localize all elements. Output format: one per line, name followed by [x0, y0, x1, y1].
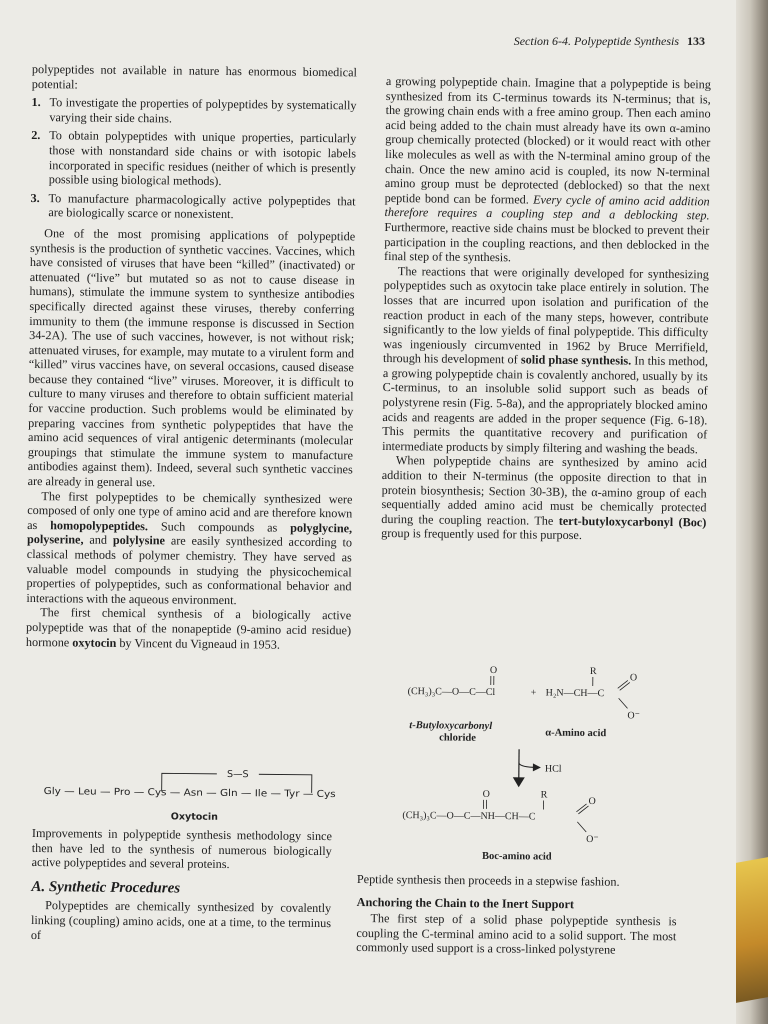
text-run: are easily synthesized according to classical methods of polymer chemistry. They have served as valuable model compounds in studying the physicochemical properties of polypeptides, such as conformational behavior and interactions with the aqueous environment. [26, 533, 353, 607]
growing-chain-paragraph [384, 74, 711, 267]
r-group-2: R [540, 789, 548, 801]
section-title: Section 6-4. Polypeptide Synthesis [513, 34, 679, 48]
list-text: To obtain polypeptides with unique properties, particularly those with nonstandard side chains or with isotopic labels incorporated in specific residues (neither of which is presently possible using biological methods). [48, 128, 357, 189]
list-text: To investigate the properties of polypeptides by systematically varying their side chains. [49, 95, 357, 126]
right-column [381, 74, 711, 544]
section-heading: A. Synthetic Procedures [31, 878, 181, 897]
homopolypeptides-paragraph [26, 489, 352, 609]
running-header [505, 34, 705, 49]
co-bond-1b [620, 682, 630, 690]
merrifield-paragraph [382, 264, 709, 457]
text-run: and [83, 532, 113, 548]
text-run: The first chemical synthesis of a biologically active polypeptide was that of the nonapeptide (9-amino acid residue) hormone [25, 605, 352, 650]
list-number: 1. [31, 95, 41, 110]
text-run: Furthermore, reactive side chains must be blocked to prevent their participation in the coupling reactions, and then deblocked in the final step of the synthesis. [384, 219, 710, 265]
oxytocin-caption: Oxytocin [170, 811, 219, 823]
oxytocin-sequence: Gly — Leu — Pro — Cys — Asn — Gln — Ile — Tyr — Cys [43, 786, 309, 800]
list-number: 3. [30, 190, 40, 205]
oxytocin-structure [39, 758, 340, 827]
list-item [31, 95, 356, 128]
text-run: Such compounds as [147, 519, 291, 535]
text-run: group is frequently used for this purpose. [381, 526, 582, 543]
amino-acid-label: α-Amino acid [545, 727, 607, 740]
numbered-list [30, 95, 356, 223]
carboxylate-o-1: O⁻ [627, 710, 641, 722]
co-bond-1a [618, 680, 628, 688]
list-item [31, 128, 357, 190]
page-number: 133 [687, 34, 705, 48]
text-run: When polypeptide chains are synthesized by amino acid addition to their N-terminus (the opposite direction to that in protein biosynthesis; Section 30-3B), the α-amino group of each sequentially added amino acid must be chemically protected during the coupling reaction. The [381, 453, 708, 528]
term-solid-phase-synthesis: solid phase synthesis. [520, 352, 632, 368]
text-run: In this method, a growing polypeptide chain is covalently anchored, usually by its C-terminus, to an insoluble solid support such as beads of polystyrene resin (Fig. 5-8a), and the appropriately blocked amino acids and reagents are added in the proper sequence (Fig. 6-18). This permits the quantitative recovery and purification of intermediate products by simply filtering and washing the beads. [382, 353, 709, 457]
hcl-byproduct: HCl [544, 763, 562, 775]
anchoring-paragraph: The first step of a solid phase polypeptide synthesis is coupling the C-terminal amino acid to a solid support. The most commonly used support is a cross-linked polystyrene [356, 911, 677, 958]
boc-paragraph [381, 453, 707, 544]
co-minus-bond-1 [619, 698, 628, 708]
oxytocin-paragraph [26, 605, 351, 652]
carboxyl-o-1: O [629, 672, 638, 684]
text-run: by Vincent du Vigneaud in 1953. [116, 635, 281, 652]
carbonyl-o-2: O [482, 788, 490, 800]
carboxyl-o-2: O [588, 795, 596, 808]
text-run: The reactions that were originally developed for synthesizing polypeptides such as oxytocin take place entirely in solution. The losses that are incurred upon isolation and purification of the reaction product in each of the many steps, however, contribute significantly to the low yields of final polypeptide. This difficulty was ingeniously circumvented in 1962 by Bruce Merrifield, through his development of [382, 263, 709, 367]
carbonyl-o-1: O [489, 664, 498, 677]
list-text: To manufacture pharmacologically active polypeptides that are biologically scarce or nonexistent. [48, 190, 356, 222]
left-column-lower [31, 826, 332, 945]
boc-chloride-formula: (CH₃)₃C—O—C—Cl [407, 686, 496, 698]
boc-amino-acid-label: Boc-amino acid [481, 850, 552, 863]
plus-sign: + [530, 687, 537, 699]
term-polylysine: polylysine [112, 533, 166, 548]
right-column-lower [356, 872, 677, 958]
disulfide-label: S—S [226, 768, 249, 781]
co-bond-2b [578, 806, 588, 814]
co-minus-bond-2 [577, 822, 586, 832]
page-fold-corner [736, 857, 768, 1003]
list-number: 2. [31, 128, 41, 143]
co-bond-2a [576, 804, 586, 812]
term-polyglycine-polyserine: polyglycine, polyserine, [26, 520, 353, 547]
improvements-paragraph: Improvements in polypeptide synthesis methodology since then have led to the synthesis of numerous biologically active polypeptides and several proteins. [31, 826, 332, 872]
list-item [30, 191, 355, 224]
term-boc: tert-butyloxycarbonyl (Boc) [558, 513, 707, 530]
text-run: The first polypeptides to be chemically synthesized were composed of only one type of amino acid and are therefore known as [27, 488, 353, 533]
vaccines-paragraph: One of the most promising applications of polypeptide synthesis is the production of synthetic vaccines. Vaccines, which have consisted of viruses that have been “killed” (inactivated) or attenuated (“live” but mutated so as not to cause disease in humans), stimulate the immune system to synthesize antibodies specifically directed against these viruses, thereby conferring immunity to them (the immune response is discussed in Section 34-2A). The use of such vaccines, however, is not without risk; attenuated viruses, for example, may mutate to a virulent form and “killed” virus vaccines have, on several occasions, caused disease because they contained “live” viruses. Moreover, it is difficult to culture to many viruses and therefore to obtain sufficient material for vaccine production. Such problems would be eliminated by preparing vaccines from synthetic polypeptides that have the amino acid sequences of viral antigenic determinants (molecular groupings that stimulate the immune system to manufacture antibodies against them). Indeed, several such synthetic vaccines are already in general use. [27, 226, 356, 490]
boc-chloride-label-b: chloride [439, 732, 477, 744]
term-oxytocin: oxytocin [72, 635, 117, 650]
boc-reaction-scheme [398, 662, 670, 865]
intro-paragraph: polypeptides not available in nature has enormous biomedical potential: [31, 62, 357, 92]
carboxylate-o-2: O⁻ [586, 833, 599, 846]
reaction-arrow-head [513, 777, 525, 787]
emphasis-cycle: Every cycle of amino acid addition therefore requires a coupling step and a deblocking step. [384, 192, 710, 223]
r-group-1: R [589, 665, 597, 678]
subsection-heading: Anchoring the Chain to the Inert Support [356, 894, 575, 911]
text-run: a growing polypeptide chain. Imagine that a polypeptide is being synthesized from its C-terminus towards its N-terminus; that is, the growing chain ends with a free amino group. Then each amino acid being added to the chain must already have its own α-amino group chemically protected (blocked) or it would react with other like molecules as well as with the N-terminal amino group of the chain. Once the new amino acid is coupled, its now N-terminal amino group must be deprotected (deblocked) so that the next peptide bond can be formed. [384, 74, 711, 207]
boc-chloride-label-a: t-Butyloxycarbonyl [409, 720, 493, 732]
amino-acid-formula: H₂N—CH—C [545, 687, 605, 700]
boc-amino-acid-formula: (CH₃)₃C—O—C—NH—CH—C [402, 810, 536, 823]
left-column [26, 62, 357, 653]
term-homopolypeptides: homopolypeptides. [50, 518, 149, 534]
synthetic-procedures-paragraph: Polypeptides are chemically synthesized by covalently linking (coupling) amino acids, one at a time, to the terminus of [30, 898, 332, 942]
byproduct-arrow-head [533, 763, 541, 771]
stepwise-paragraph: Peptide synthesis then proceeds in a stepwise fashion. [356, 872, 620, 889]
